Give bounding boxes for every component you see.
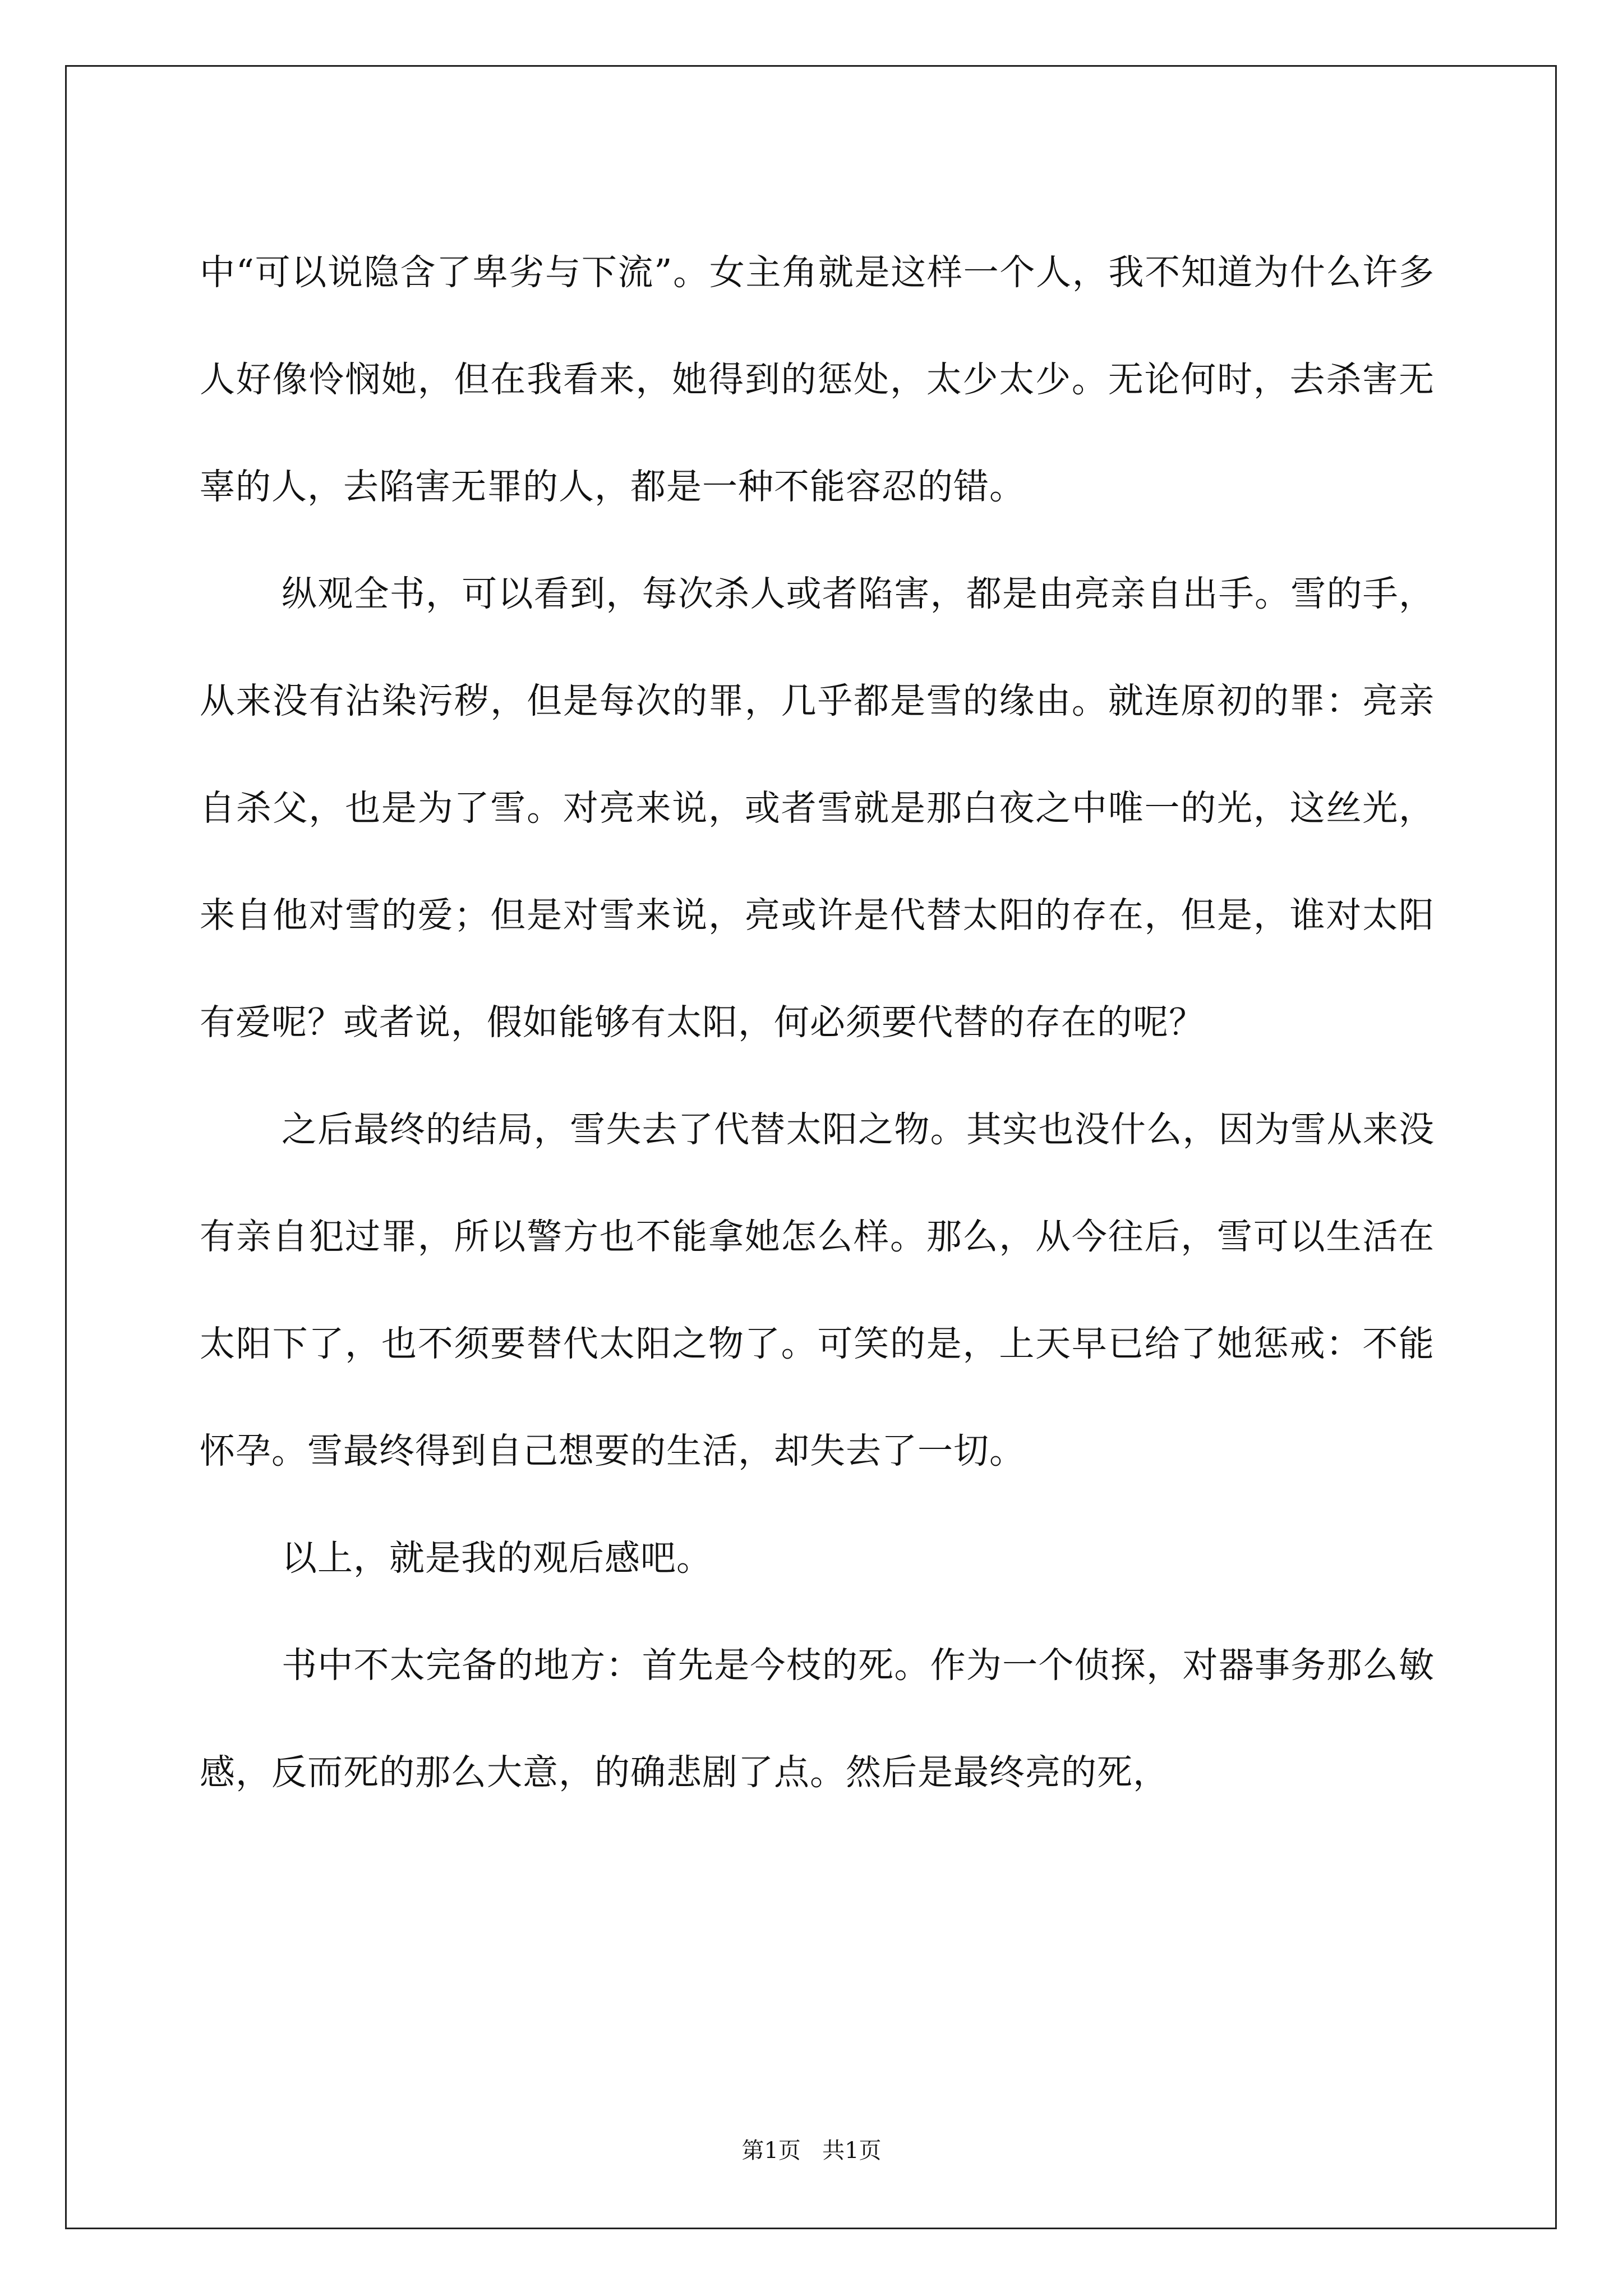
paragraph-5: 书中不太完备的地方：首先是今枝的死。作为一个侦探，对器事务那么敏感，反而死的那么大意，的确悲剧了点。然后是最终亮的死，: [200, 1645, 1435, 1793]
document-body: [200, 219, 1435, 1826]
page-number: 第1页: [741, 2138, 801, 2164]
page-total: 共1页: [822, 2138, 882, 2164]
paragraph-4: 以上，就是我的观后感吧。: [282, 1538, 712, 1579]
paragraph-1: 中“可以说隐含了卑劣与下流”。女主角就是这样一个人，我不知道为什么许多人好像怜悯她，但在我看来，她得到的惩处，太少太少。无论何时，去杀害无辜的人，去陷害无罪的人，都是一种不能容忍的错。: [200, 252, 1435, 507]
paragraph-2: 纵观全书，可以看到，每次杀人或者陷害，都是由亮亲自出手。雪的手，从来没有沾染污秽，但是每次的罪，几乎都是雪的缘由。就连原初的罪：亮亲自杀父，也是为了雪。对亮来说，或者雪就是那白夜之中唯一的光，这丝光，来自他对雪的爱；但是对雪来说，亮或许是代替太阳的存在，但是，谁对太阳有爱呢？或者说，假如能够有太阳，何必须要代替的存在的呢？: [200, 573, 1435, 1043]
page-footer: [0, 2133, 1623, 2165]
paragraph-3: 之后最终的结局，雪失去了代替太阳之物。其实也没什么，因为雪从来没有亲自犯过罪，所以警方也不能拿她怎么样。那么，从今往后，雪可以生活在太阳下了，也不须要替代太阳之物了。可笑的是，上天早已给了她惩戒：不能怀孕。雪最终得到自己想要的生活，却失去了一切。: [200, 1109, 1435, 1471]
